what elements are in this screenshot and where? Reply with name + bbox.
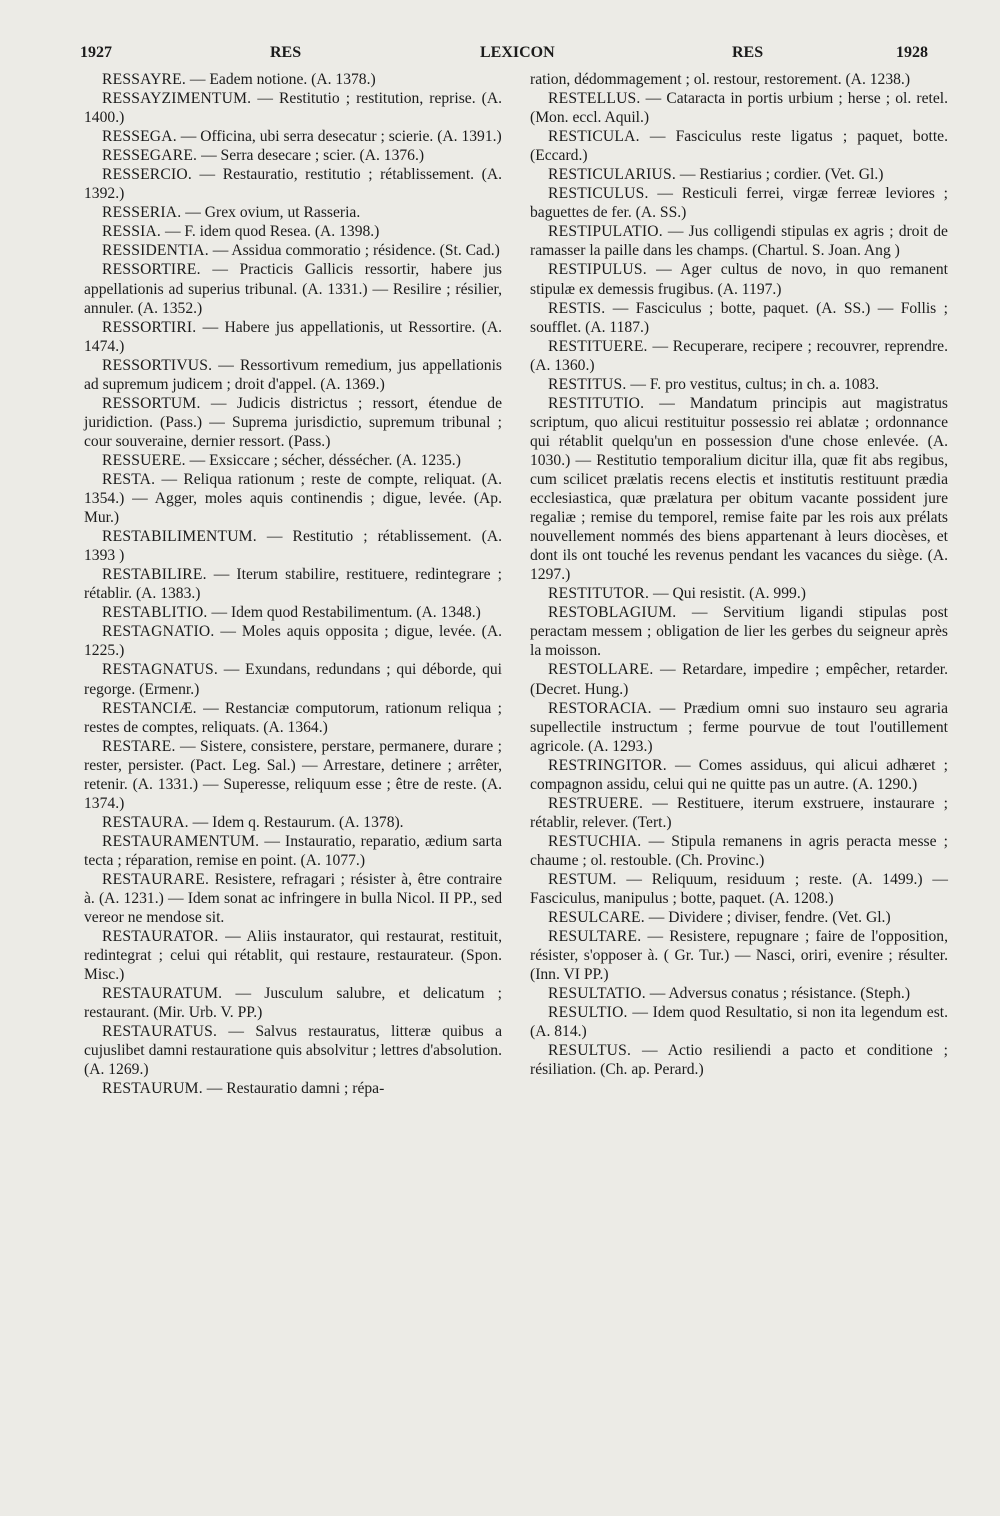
dictionary-entry	[84, 260, 502, 317]
entry-headword: RESTUM.	[548, 870, 617, 888]
entry-definition: — Idem q. Restaurum. (A. 1378).	[192, 813, 404, 831]
dictionary-entry	[84, 870, 502, 927]
left-column	[84, 70, 502, 1099]
dictionary-entry	[530, 184, 948, 222]
dictionary-entry	[84, 622, 502, 660]
entry-definition: — Jusculum salubre, et delicatum ; restaurant. (Mir. Urb. V. PP.)	[84, 985, 502, 1022]
entry-headword: RESTOBLAGIUM.	[548, 604, 677, 622]
entry-definition: — Actio resiliendi a pacto et conditione ; résiliation. (Ch. ap. Perard.)	[530, 1042, 948, 1079]
entry-headword: RESTITUS.	[548, 375, 627, 393]
dictionary-entry	[84, 241, 502, 260]
entry-headword: RESTA.	[102, 470, 156, 488]
dictionary-entry	[530, 870, 948, 908]
dictionary-entry	[530, 394, 948, 584]
entry-definition: — Restauratio damni ; répa-	[206, 1080, 385, 1098]
page-header	[80, 44, 928, 68]
dictionary-entry	[84, 127, 502, 146]
entry-definition: — Moles aquis opposita ; digue, levée. (A. 1225.)	[84, 623, 502, 660]
dictionary-entry	[84, 565, 502, 603]
entry-definition: — Habere jus appellationis, ut Ressortire. (A. 1474.)	[84, 318, 502, 355]
entry-definition: — Ager cultus de novo, in quo remanent stipulæ ex demessis frugibus. (A. 1197.)	[530, 261, 948, 298]
entry-headword: RESTIPULUS.	[548, 261, 647, 279]
dictionary-entry	[530, 165, 948, 184]
entry-headword: RESTAURATUM.	[102, 985, 223, 1003]
entry-definition: — Ressortivum remedium, jus appellationis ad supremum judicem ; droit d'appel. (A. 1369.)	[84, 356, 502, 393]
entry-definition: — Comes assiduus, qui alicui adhæret ; compagnon assidu, celui qui ne quitte pas un autre. (A. 1290.)	[530, 756, 948, 793]
entry-headword: RESTRUERE.	[548, 794, 644, 812]
dictionary-entry	[530, 299, 948, 337]
entry-definition: — Sistere, consistere, perstare, permanere, durare ; rester, persister. (Pact. Leg. Sal.) — Arrestare, detinere ; arrêter, retenir. (A. 1331.) — Superesse, reliquum esse ; être de reste. (A. 1374.)	[84, 737, 502, 812]
entry-headword: RESTITUERE.	[548, 337, 648, 355]
dictionary-entry	[84, 984, 502, 1022]
right-running-head: RES	[732, 44, 764, 61]
dictionary-entry	[84, 146, 502, 165]
entry-headword: RESTAURA.	[102, 813, 189, 831]
dictionary-entry	[84, 451, 502, 470]
center-running-title: LEXICON	[480, 44, 555, 61]
entry-headword: RESTAURAMENTUM.	[102, 832, 260, 850]
dictionary-entry	[84, 394, 502, 451]
right-page-number: 1928	[896, 44, 928, 61]
entry-headword: RESULTIO.	[548, 1004, 628, 1022]
dictionary-entry	[84, 318, 502, 356]
dictionary-entry	[84, 927, 502, 984]
entry-definition: — Resistere, repugnare ; faire de l'opposition, résister, s'opposer à. ( Gr. Tur.) — Nasci, oriri, evenire ; résulter. (Inn. VI PP.)	[530, 928, 948, 984]
dictionary-entry	[84, 699, 502, 737]
entry-definition: — Eadem notione. (A. 1378.)	[189, 71, 376, 88]
dictionary-entry	[530, 908, 948, 927]
entry-headword: RESSORTIRI.	[102, 318, 197, 336]
entry-headword: RESTRINGITOR.	[548, 756, 667, 774]
entry-headword: RESSIDENTIA.	[102, 242, 209, 260]
dictionary-entry	[84, 660, 502, 698]
entry-definition: — Fasciculus ; botte, paquet. (A. SS.) — Follis ; soufflet. (A. 1187.)	[530, 299, 948, 336]
dictionary-entry	[530, 1003, 948, 1041]
dictionary-entry	[530, 794, 948, 832]
dictionary-entry	[530, 603, 948, 660]
entry-definition: — Assidua commoratio ; résidence. (St. Cad.)	[212, 242, 500, 260]
left-running-head: RES	[270, 44, 302, 61]
dictionary-entry	[530, 1041, 948, 1079]
entry-definition: — Reliquum, residuum ; reste. (A. 1499.) — Fasciculus, manipulus ; botte, paquet. (A. 1208.)	[530, 870, 948, 908]
entry-definition: — Exundans, redundans ; qui déborde, qui regorge. (Ermenr.)	[84, 661, 502, 698]
entry-definition: — Recuperare, recipere ; recouvrer, reprendre. (A. 1360.)	[530, 337, 948, 374]
entry-definition: — Serra desecare ; scier. (A. 1376.)	[201, 147, 425, 165]
dictionary-entry	[530, 89, 948, 127]
entry-headword: RESULCARE.	[548, 909, 645, 927]
entry-definition: — Instauratio, reparatio, ædium sarta tecta ; réparation, remise en point. (A. 1077.)	[84, 832, 502, 869]
entry-definition: — Qui resistit. (A. 999.)	[653, 585, 806, 603]
dictionary-entry	[84, 813, 502, 832]
entry-headword: RESTIS.	[548, 299, 606, 317]
entry-headword: RESSIA.	[102, 223, 162, 241]
dictionary-entry	[530, 375, 948, 394]
entry-definition: — Iterum stabilire, restituere, redintegrare ; rétablir. (A. 1383.)	[84, 566, 502, 603]
entry-headword: RESSEGA.	[102, 128, 177, 146]
entry-headword: RESTICULUS.	[548, 185, 649, 203]
entry-headword: RESTAGNATIO.	[102, 623, 215, 641]
dictionary-entry	[530, 70, 948, 89]
entry-headword: RESSORTUM.	[102, 394, 201, 412]
dictionary-entry	[530, 660, 948, 698]
entry-headword: RESSORTIVUS.	[102, 356, 213, 374]
entry-headword: RESTORACIA.	[548, 699, 652, 717]
entry-definition: — Idem quod Resultatio, si non ita legendum est. (A. 814.)	[530, 1004, 948, 1041]
entry-definition: — Restiarius ; cordier. (Vet. Gl.)	[679, 166, 884, 184]
dictionary-entry	[530, 832, 948, 870]
dictionary-entry	[530, 584, 948, 603]
entry-headword: RESTICULA.	[548, 128, 640, 146]
entry-headword: RESTITUTOR.	[548, 585, 650, 603]
entry-headword: RESTUCHIA.	[548, 832, 642, 850]
entry-definition: — Restanciæ computorum, rationum reliqua ; restes de comptes, reliquats. (A. 1364.)	[84, 699, 502, 736]
entry-headword: RESULTARE.	[548, 928, 642, 946]
entry-headword: RESULTATIO.	[548, 985, 646, 1003]
entry-definition: Resistere, refragari ; résister à, être contraire à. (A. 1231.) — Idem sonat ac infringere in bulla Nicol. II PP., sed vereor ne mendose sit.	[84, 870, 502, 927]
entry-definition: — Aliis instaurator, qui restaurat, restituit, redintegrat ; celui qui rétablit, qui restaure, restaurateur. (Spon. Misc.)	[84, 928, 502, 984]
dictionary-entry	[530, 756, 948, 794]
entry-headword: RESTANCIÆ.	[102, 699, 197, 717]
left-page-number: 1927	[80, 44, 112, 61]
entry-headword: RESSAYRE.	[102, 71, 186, 88]
dictionary-entry	[84, 527, 502, 565]
entry-headword: RESTOLLARE.	[548, 661, 654, 679]
entry-headword: RESTAURARE.	[102, 870, 210, 888]
entry-definition: — Restitutio ; restitution, reprise. (A. 1400.)	[84, 90, 502, 127]
entry-headword: RESSAYZIMENTUM.	[102, 90, 252, 108]
entry-definition: — Grex ovium, ut Rasseria.	[185, 204, 361, 222]
entry-headword: RESTABILIRE.	[102, 566, 207, 584]
entry-definition: — Idem quod Restabilimentum. (A. 1348.)	[211, 604, 481, 622]
dictionary-entry	[84, 89, 502, 127]
entry-definition: — F. pro vestitus, cultus; in ch. a. 1083.	[630, 375, 880, 393]
entry-headword: RESSERIA.	[102, 204, 182, 222]
entry-definition: — Prædium omni suo instauro seu agraria supellectile instructum ; ferme pourvue de tout l'outillement agricole. (A. 1293.)	[530, 699, 948, 755]
dictionary-entry	[84, 832, 502, 870]
dictionary-entry	[530, 222, 948, 260]
dictionary-entry	[530, 927, 948, 984]
dictionary-entry	[84, 603, 502, 622]
entry-definition: — Restitutio ; rétablissement. (A. 1393 )	[84, 528, 502, 565]
entry-headword: RESTAURATOR.	[102, 928, 219, 946]
right-column	[530, 70, 948, 1079]
entry-headword: RESTARE.	[102, 737, 176, 755]
entry-definition: — Practicis Gallicis ressortir, habere jus appellationis ad superius tribunal. (A. 1331.) — Resilire ; résilier, annuler. (A. 1352.)	[84, 261, 502, 317]
dictionary-entry	[84, 70, 502, 89]
entry-headword: RESSORTIRE.	[102, 261, 201, 279]
dictionary-entry	[530, 260, 948, 298]
dictionary-entry	[84, 356, 502, 394]
dictionary-entry	[84, 470, 502, 527]
entry-headword: RESULTUS.	[548, 1042, 632, 1060]
entry-headword: RESSERCIO.	[102, 166, 192, 184]
entry-definition: — Jus colligendi stipulas ex agris ; droit de ramasser la paille dans les champs. (Chartul. S. Joan. Ang )	[530, 223, 948, 260]
entry-definition: — Servitium ligandi stipulas post peractam messem ; obligation de lier les gerbes du seigneur après la moisson.	[530, 604, 948, 660]
entry-headword: RESTICULARIUS.	[548, 166, 676, 184]
entry-headword: RESSEGARE.	[102, 147, 198, 165]
entry-definition: — Adversus conatus ; résistance. (Steph.)	[649, 985, 911, 1003]
entry-headword: RESTAURATUS.	[102, 1023, 218, 1041]
dictionary-entry	[530, 984, 948, 1003]
dictionary-entry	[84, 737, 502, 813]
entry-definition: — Fasciculus reste ligatus ; paquet, botte. (Eccard.)	[530, 128, 948, 165]
dictionary-entry	[530, 127, 948, 165]
entry-definition: — Judicis districtus ; ressort, étendue de juridiction. (Pass.) — Suprema jurisdictio, supremum tribunal ; cour souveraine, dernier ressort. (Pass.)	[84, 394, 502, 450]
entry-headword: RESTABLITIO.	[102, 604, 208, 622]
dictionary-entry	[84, 165, 502, 203]
entry-definition: — Cataracta in portis urbium ; herse ; ol. retel. (Mon. eccl. Aquil.)	[530, 90, 948, 127]
entry-definition: — Reliqua rationum ; reste de compte, reliquat. (A. 1354.) — Agger, moles aquis continendis ; digue, levée. (Ap. Mur.)	[84, 470, 502, 527]
entry-headword: RESTIPULATIO.	[548, 223, 663, 241]
dictionary-entry	[84, 203, 502, 222]
dictionary-entry	[530, 699, 948, 756]
entry-headword: RESTABILIMENTUM.	[102, 528, 257, 546]
entry-definition: — Retardare, impedire ; empêcher, retarder. (Decret. Hung.)	[530, 661, 948, 698]
entry-definition: — Resticuli ferrei, virgæ ferreæ leviores ; baguettes de fer. (A. SS.)	[530, 185, 948, 222]
entry-headword: RESSUERE.	[102, 451, 186, 469]
entry-headword: RESTAGNATUS.	[102, 661, 218, 679]
entry-definition: — F. idem quod Resea. (A. 1398.)	[164, 223, 380, 241]
dictionary-entry	[84, 1022, 502, 1079]
entry-definition: — Mandatum principis aut magistratus scriptum, quo alicui restituitur possessio rei ablatæ ; ordonnance qui rétablit quelqu'un en possession d'une chose enlevée. (A. 1030.) — Restitutio temporalium dicitur illa, quæ fit abs regibus, cum scilicet prælatis recens electis et institutis restituunt prædia ecclesiastica, quæ prælatura per obitum vacante possident jure regaliæ ; remise du temporel, remise faite par les rois aux prélats nouvellement nommés des biens appartenant à leurs diocèses, et dont ils ont touché les revenus pendant les vacances du siège. (A. 1297.)	[530, 394, 948, 584]
entry-definition: — Officina, ubi serra desecatur ; scierie. (A. 1391.)	[180, 128, 502, 146]
entry-definition: — Restauratio, restitutio ; rétablissement. (A. 1392.)	[84, 166, 502, 203]
dictionary-entry	[84, 1079, 502, 1098]
dictionary-entry	[530, 337, 948, 375]
entry-definition: — Exsiccare ; sécher, déssécher. (A. 1235.)	[189, 451, 461, 469]
entry-definition: — Restituere, iterum exstruere, instaurare ; rétablir, relever. (Tert.)	[530, 794, 949, 831]
entry-definition: — Dividere ; diviser, fendre. (Vet. Gl.)	[648, 909, 891, 927]
entry-definition: — Salvus restauratus, litteræ quibus a cujuslibet damni restauratione quis absolvitur ; lettres d'absolution. (A. 1269.)	[84, 1023, 502, 1079]
dictionary-entry	[84, 222, 502, 241]
entry-headword: RESTELLUS.	[548, 90, 641, 108]
entry-headword: RESTAURUM.	[102, 1080, 203, 1098]
entry-definition: ration, dédommagement ; ol. restour, restorement. (A. 1238.)	[530, 71, 911, 88]
entry-headword: RESTITUTIO.	[548, 394, 645, 412]
entry-definition: — Stipula remanens in agris peracta messe ; chaume ; ol. restouble. (Ch. Provinc.)	[530, 832, 948, 869]
